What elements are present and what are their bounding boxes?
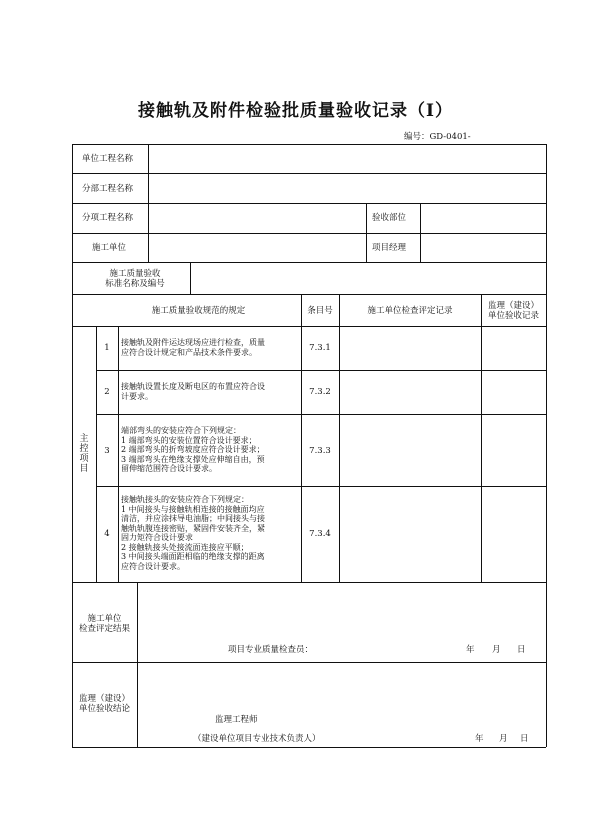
main-items-label-2: 控 <box>79 444 89 454</box>
item-number: 4 <box>104 529 110 539</box>
standard-label-line2: 标准名称及编号 <box>105 279 165 289</box>
standard-label-line1: 施工质量验收 <box>109 269 161 279</box>
item-requirement-line: 接触轨设置长度及断电区的布置应符合设 <box>121 382 265 391</box>
item-requirement-line: 固力矩符合设计要求 <box>121 533 193 542</box>
item-requirement-line: 触轨轨腹连接密贴，紧固件安装齐全，紧 <box>121 523 265 533</box>
date-year-label: 年 <box>466 645 475 655</box>
item-requirement-line: 1 端部弯头的安装位置符合设计要求； <box>121 435 257 445</box>
item-requirement-line: 计要求。 <box>121 391 153 401</box>
conclusion-label-line1: 监理（建设） <box>78 694 130 704</box>
table-line <box>148 144 149 262</box>
table-line <box>72 203 546 204</box>
item-clause: 7.3.1 <box>309 343 331 353</box>
form-code: 编号：GD-0401- <box>404 132 471 142</box>
table-line <box>190 262 191 294</box>
item-clause: 7.3.4 <box>309 529 331 539</box>
item-requirement-line: 2 端部弯头的折弯坡度应符合设计要求； <box>121 445 265 454</box>
item-requirement-line: 端部弯头的安装应符合下列规定： <box>121 426 241 435</box>
conclusion-label-line2: 单位验收结论 <box>78 704 130 714</box>
table-line <box>96 486 546 487</box>
check-result-label-line1: 施工单位 <box>87 614 122 624</box>
table-line <box>96 370 546 371</box>
table-line <box>546 144 547 747</box>
date-month-label: 月 <box>492 645 501 655</box>
item-requirement-line: 应符合设计规定和产品技术条件要求。 <box>121 347 257 357</box>
table-line <box>339 294 340 582</box>
table-line <box>72 662 546 663</box>
column-supervisor-line1: 监理（建设） <box>487 301 539 311</box>
table-line <box>96 414 546 415</box>
check-result-label-line2: 检查评定结果 <box>78 624 130 634</box>
part-project-label: 分部工程名称 <box>82 184 134 194</box>
project-manager-label: 项目经理 <box>372 243 407 253</box>
unit-project-label: 单位工程名称 <box>82 154 134 164</box>
item-requirement-line: 1 中间接头与接触轨相连接的接触面均应 <box>121 504 265 514</box>
column-supervisor-line2: 单位验收记录 <box>487 311 539 321</box>
table-line <box>72 326 546 327</box>
main-items-label-4: 目 <box>79 464 89 474</box>
table-line <box>118 326 119 582</box>
item-requirement-line: 清洁，并应涂抹导电油脂；中间接头与接 <box>121 514 265 523</box>
date2-year-label: 年 <box>475 734 484 744</box>
item-clause: 7.3.3 <box>309 446 331 456</box>
table-line <box>72 173 546 174</box>
sub-project-label: 分项工程名称 <box>82 213 134 223</box>
table-line <box>481 294 482 582</box>
table-line <box>366 203 367 262</box>
column-spec: 施工质量验收规范的规定 <box>151 306 246 316</box>
main-items-label-3: 项 <box>79 454 89 464</box>
table-line <box>72 582 546 583</box>
table-line <box>72 144 73 747</box>
owner-representative-label: （建设单位项目专业技术负责人） <box>193 734 321 744</box>
acceptance-part-label: 验收部位 <box>372 213 407 223</box>
item-clause: 7.3.2 <box>309 387 331 397</box>
item-requirement-line: 留伸缩范围符合设计要求。 <box>121 464 217 473</box>
page-title: 接触轨及附件检验批质量验收记录（Ⅰ） <box>138 101 453 121</box>
date2-day-label: 日 <box>520 734 529 744</box>
supervising-engineer-label: 监理工程师 <box>215 715 258 725</box>
item-requirement-line: 接触轨接头的安装应符合下列规定： <box>121 495 249 504</box>
date-day-label: 日 <box>517 645 526 655</box>
item-requirement-line: 2 接触轨接头处接流面连接应平顺； <box>121 542 249 552</box>
item-requirement-line: 接触轨及附件运达现场应进行检查，质量 <box>121 338 265 347</box>
item-number: 3 <box>104 446 110 456</box>
item-requirement-line: 3 端部弯头在绝缘支撑处应伸缩自由，预 <box>121 454 265 464</box>
date2-month-label: 月 <box>499 734 508 744</box>
main-items-label-1: 主 <box>79 434 89 444</box>
table-line <box>72 747 546 748</box>
table-line <box>137 582 138 747</box>
item-requirement-line: 3 中间接头端面距相临的绝缘支撑的距离 <box>121 552 265 561</box>
table-line <box>420 203 421 262</box>
construction-unit-label: 施工单位 <box>92 243 127 253</box>
table-line <box>72 294 546 295</box>
table-line <box>72 233 546 234</box>
quality-inspector-label: 项目专业质量检查员： <box>228 645 314 655</box>
item-number: 2 <box>104 387 110 397</box>
column-record: 施工单位检查评定记录 <box>367 306 453 316</box>
item-requirement-line: 应符合设计要求。 <box>121 561 185 571</box>
item-number: 1 <box>104 343 110 353</box>
table-line <box>72 262 546 263</box>
column-clause: 条目号 <box>307 306 333 316</box>
table-line <box>72 144 546 145</box>
